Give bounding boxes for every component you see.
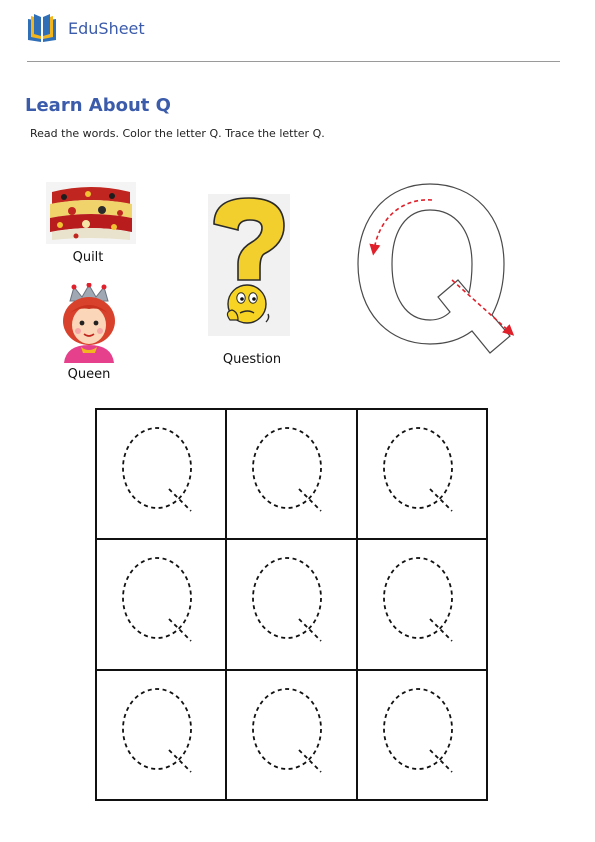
- picture-label-question: Question: [222, 352, 282, 367]
- picture-label-quilt: Quilt: [72, 250, 104, 265]
- worksheet-title: Learn About Q: [25, 95, 171, 116]
- quilt-icon: [46, 182, 136, 244]
- tracing-cell[interactable]: [226, 539, 356, 669]
- header-divider: [27, 61, 560, 62]
- dotted-letter-q: [121, 556, 201, 652]
- dotted-letter-q: [121, 687, 201, 783]
- tracing-cell[interactable]: [357, 539, 487, 669]
- tracing-cell[interactable]: [96, 409, 226, 539]
- dotted-letter-q: [382, 556, 462, 652]
- tracing-cell[interactable]: [96, 670, 226, 800]
- tracing-cell[interactable]: [357, 670, 487, 800]
- tracing-cell[interactable]: [96, 539, 226, 669]
- dotted-letter-q: [251, 426, 331, 522]
- picture-label-queen: Queen: [67, 367, 111, 382]
- tracing-cell[interactable]: [357, 409, 487, 539]
- brand-name: EduSheet: [68, 18, 145, 38]
- queen-icon: [50, 283, 128, 363]
- big-letter-q-outline: [352, 178, 522, 358]
- tracing-cell[interactable]: [226, 409, 356, 539]
- tracing-cell[interactable]: [226, 670, 356, 800]
- dotted-letter-q: [382, 426, 462, 522]
- tracing-grid: [95, 408, 488, 801]
- open-book-icon: [26, 13, 58, 43]
- dotted-letter-q: [382, 687, 462, 783]
- dotted-letter-q: [251, 687, 331, 783]
- dotted-letter-q: [251, 556, 331, 652]
- worksheet-instructions: Read the words. Color the letter Q. Trace the letter Q.: [30, 127, 325, 140]
- brand-header: [26, 12, 145, 44]
- question-mark-icon: [208, 194, 290, 336]
- dotted-letter-q: [121, 426, 201, 522]
